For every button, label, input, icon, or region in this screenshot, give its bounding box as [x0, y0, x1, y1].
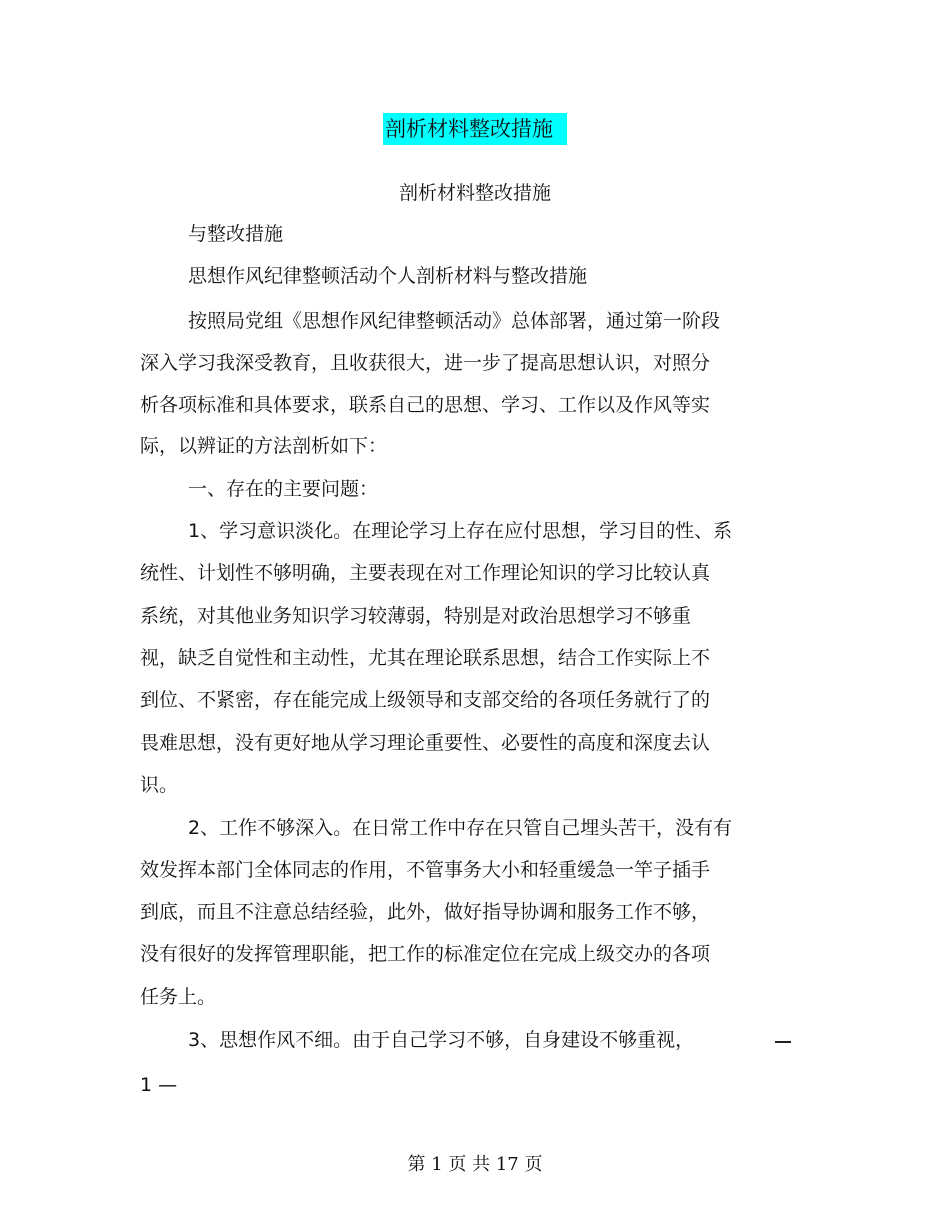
- paragraph-line: 到底，而且不注意总结经验，此外，做好指导协调和服务工作不够，: [140, 901, 711, 923]
- paragraph-line: 3、思想作风不细。由于自己学习不够，自身建设不够重视，: [188, 1029, 695, 1051]
- paragraph-line: 任务上。: [140, 986, 217, 1008]
- section-heading: 一、存在的主要问题：: [188, 478, 379, 500]
- title-wrap: [0, 113, 950, 145]
- paragraph-line: 2、工作不够深入。在日常工作中存在只管自己埋头苦干，没有有: [188, 817, 733, 839]
- paragraph-line: 深入学习我深受教育，且收获很大，进一步了提高思想认识，对照分: [140, 352, 711, 374]
- paragraph-line: 到位、不紧密，存在能完成上级领导和支部交给的各项任务就行了的: [140, 689, 711, 711]
- document-subtitle: 剖析材料整改措施: [398, 182, 551, 204]
- document-title: 剖析材料整改措施: [383, 113, 567, 145]
- paragraph-line: 统性、计划性不够明确，主要表现在对工作理论知识的学习比较认真: [140, 562, 711, 584]
- paragraph-line: 与整改措施: [188, 223, 284, 245]
- paragraph-line: 效发挥本部门全体同志的作用，不管事务大小和轻重缓急一竿子插手: [140, 859, 711, 881]
- paragraph-line: 思想作风纪律整顿活动个人剖析材料与整改措施: [188, 265, 588, 287]
- paragraph-line: 析各项标准和具体要求，联系自己的思想、学习、工作以及作风等实: [140, 394, 711, 416]
- page-number: 1 —: [140, 1074, 178, 1096]
- paragraph-line: 按照局党组《思想作风纪律整顿活动》总体部署，通过第一阶段: [188, 310, 721, 332]
- paragraph-line: 没有很好的发挥管理职能，把工作的标准定位在完成上级交办的各项: [140, 943, 711, 965]
- paragraph-line: 系统，对其他业务知识学习较薄弱，特别是对政治思想学习不够重: [140, 605, 692, 627]
- paragraph-line: 1、学习意识淡化。在理论学习上存在应付思想，学习目的性、系: [188, 520, 733, 542]
- page-footer: 第 1 页 共 17 页: [407, 1154, 543, 1175]
- paragraph-line: 际，以辨证的方法剖析如下：: [140, 435, 388, 457]
- page-number-dash: [775, 1041, 791, 1043]
- paragraph-line: 畏难思想，没有更好地从学习理论重要性、必要性的高度和深度去认: [140, 732, 711, 754]
- paragraph-line: 视，缺乏自觉性和主动性，尤其在理论联系思想，结合工作实际上不: [140, 647, 711, 669]
- paragraph-line: 识。: [140, 774, 179, 796]
